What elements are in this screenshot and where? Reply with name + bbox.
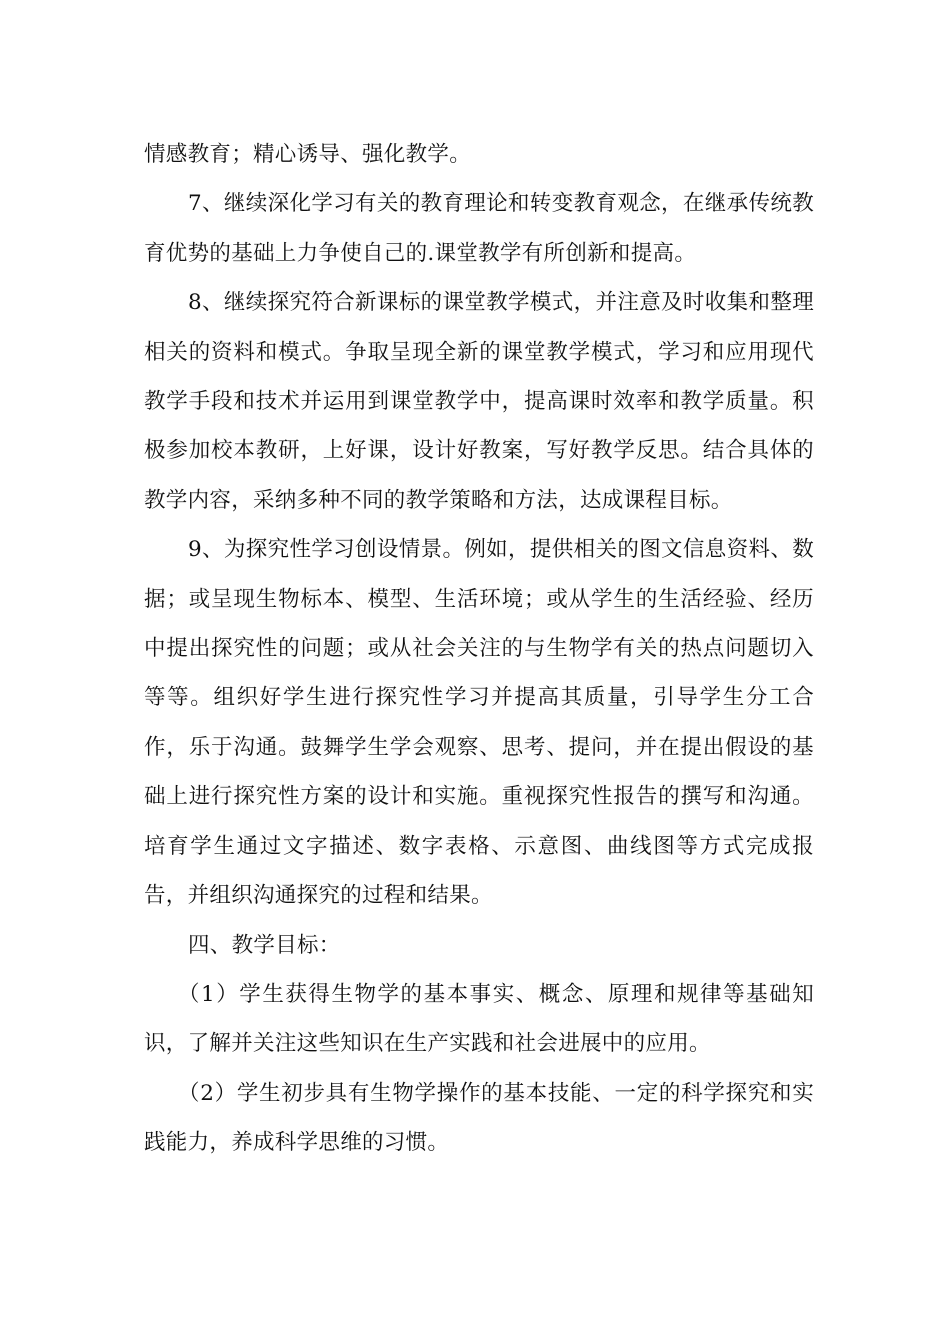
section-heading-teaching-goals: 四、教学目标： (188, 932, 341, 958)
paragraph-item-8: 8、继续探究符合新课标的课堂教学模式，并注意及时收集和整理相关的资料和模式。争取呈现全新的课堂教学模式，学习和应用现代教学手段和技术并运用到课堂教学中，提高课时效率和教学质量。积极参加校本教研，上好课，设计好教案，写好教学反思。结合具体的教学内容，采纳多种不同的教学策略和方法，达成课程目标。 (144, 290, 814, 513)
goal-item-2: （2）学生初步具有生物学操作的基本技能、一定的科学探究和实践能力，养成科学思维的习惯。 (144, 1080, 814, 1156)
document-body (144, 130, 814, 1168)
paragraph-item-9: 9、为探究性学习创设情景。例如，提供相关的图文信息资料、数据；或呈现生物标本、模型、生活环境；或从学生的生活经验、经历中提出探究性的问题；或从社会关注的与生物学有关的热点问题切入等等。组织好学生进行探究性学习并提高其质量，引导学生分工合作，乐于沟通。鼓舞学生学会观察、思考、提问，并在提出假设的基础上进行探究性方案的设计和实施。重视探究性报告的撰写和沟通。培育学生通过文字描述、数字表格、示意图、曲线图等方式完成报告，并组织沟通探究的过程和结果。 (144, 537, 814, 909)
goal-item-1: （1）学生获得生物学的基本事实、概念、原理和规律等基础知识，了解并关注这些知识在生产实践和社会进展中的应用。 (144, 981, 814, 1057)
paragraph-item-7: 7、继续深化学习有关的教育理论和转变教育观念，在继承传统教育优势的基础上力争使自己的.课堂教学有所创新和提高。 (144, 191, 814, 266)
paragraph-continuation: 情感教育；精心诱导、强化教学。 (144, 142, 472, 167)
